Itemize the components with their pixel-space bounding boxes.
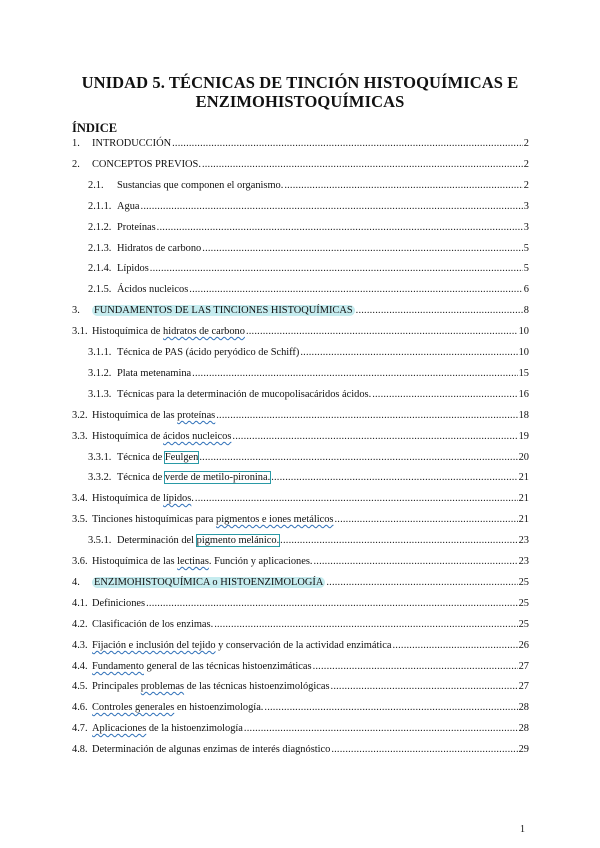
toc-title-wavy-segment: Fundamento <box>92 661 144 672</box>
toc-title-segment: Hidratos de carbono <box>117 243 202 254</box>
toc-entry[interactable] <box>72 136 529 151</box>
toc-entry-title <box>117 282 188 297</box>
toc-entry-page: 27 <box>518 661 529 672</box>
toc-entry-page: 21 <box>518 472 529 483</box>
toc-title-segment: Determinación de algunas enzimas de interés diagnóstico <box>92 744 331 755</box>
toc-title-segment: Plata metenamina <box>117 368 192 379</box>
toc-title-segment: . <box>191 493 194 504</box>
toc-entry-number: 4.4. <box>72 661 88 672</box>
toc-entry-title <box>117 470 270 485</box>
toc-dot-leader <box>244 721 518 736</box>
toc-entry[interactable] <box>72 742 529 757</box>
toc-dot-leader <box>202 157 523 172</box>
toc-title-wavy-segment: pigmentos e iones metálicos <box>216 514 334 525</box>
toc-dot-leader <box>141 199 523 214</box>
toc-entry-number: 4.3. <box>72 640 88 651</box>
toc-entry-title <box>92 303 355 318</box>
toc-entry-page: 10 <box>518 326 529 337</box>
toc-entry-number: 4. <box>72 577 80 588</box>
toc-entry-page: 18 <box>518 410 529 421</box>
toc-entry-number: 3.4. <box>72 493 88 504</box>
toc-title-wavy-segment: problemas <box>140 681 185 692</box>
toc-title-segment: Histoquímica de las <box>92 410 178 421</box>
toc-title-boxed-segment: pigmento melánico. <box>196 535 280 546</box>
title-line-1: UNIDAD 5. TÉCNICAS DE TINCIÓN HISTOQUÍMICAS E <box>81 73 519 92</box>
toc-entry-number: 3.5.1. <box>88 535 112 546</box>
toc-entry-number: 4.7. <box>72 723 88 734</box>
toc-entry[interactable] <box>72 261 529 276</box>
toc-entry-title <box>117 199 140 214</box>
toc-title-segment: Principales <box>92 681 141 692</box>
toc-title-segment: . Función y aplicaciones. <box>208 556 313 567</box>
toc-title-segment: Proteínas <box>117 222 156 233</box>
toc-title-segment: Técnica de <box>117 472 165 483</box>
toc-title-segment: Histoquímica de <box>92 326 163 337</box>
toc-dot-leader <box>189 282 523 297</box>
toc-entry-page: 5 <box>523 263 529 274</box>
toc-entry-page: 2 <box>523 159 529 170</box>
toc-title-wavy-segment: Controles generales <box>92 702 175 713</box>
toc-entry[interactable] <box>72 491 529 506</box>
toc-entry-number: 3.3.2. <box>88 472 112 483</box>
toc-title-boxed-segment: verde de metilo-pironina. <box>164 472 271 483</box>
toc-entry[interactable] <box>72 178 529 193</box>
toc-entry-title <box>92 659 312 674</box>
toc-entry-number: 2.1. <box>88 180 104 191</box>
toc-entry[interactable] <box>72 450 529 465</box>
toc-entry[interactable] <box>72 429 529 444</box>
toc-entry-page: 10 <box>518 347 529 358</box>
toc-entry[interactable] <box>72 157 529 172</box>
toc-entry-page: 6 <box>523 284 529 295</box>
toc-entry-number: 3.1.2. <box>88 368 112 379</box>
toc-entry[interactable] <box>72 512 529 527</box>
toc-dot-leader <box>214 617 517 632</box>
toc-entry-title <box>117 366 191 381</box>
toc-dot-leader <box>246 324 518 339</box>
toc-entry-title <box>92 554 312 569</box>
toc-entry[interactable] <box>72 575 529 590</box>
toc-entry-title <box>92 512 333 527</box>
toc-entry-title <box>92 408 215 423</box>
toc-title-segment: Técnica de PAS (ácido peryódico de Schiff) <box>117 347 300 358</box>
toc-entry-title <box>117 241 201 256</box>
toc-entry[interactable] <box>72 638 529 653</box>
toc-entry-title <box>92 721 243 736</box>
toc-entry-page: 25 <box>518 619 529 630</box>
toc-entry-page: 3 <box>523 201 529 212</box>
toc-entry-page: 26 <box>518 640 529 651</box>
toc-entry-title <box>92 157 201 172</box>
toc-entry-page: 8 <box>523 305 529 316</box>
toc-entry-title <box>92 429 231 444</box>
toc-dot-leader <box>356 303 523 318</box>
toc-title-segment: Histoquímica de las <box>92 556 178 567</box>
toc-title-segment: Agua <box>117 201 140 212</box>
toc-entry[interactable] <box>72 345 529 360</box>
toc-dot-leader <box>232 429 517 444</box>
toc-entry[interactable] <box>72 596 529 611</box>
toc-entry[interactable] <box>72 721 529 736</box>
index-heading: ÍNDICE <box>72 121 118 135</box>
toc-title-segment: Histoquímica de <box>92 493 163 504</box>
toc-entry-number: 2.1.2. <box>88 222 112 233</box>
toc-entry-page: 21 <box>518 493 529 504</box>
toc-dot-leader <box>172 136 523 151</box>
toc-title-wavy-segment: lectinas <box>177 556 209 567</box>
toc-title-segment: Determinación del <box>117 535 197 546</box>
toc-title-segment: de las técnicas histoenzimológicas <box>184 681 330 692</box>
toc-dot-leader <box>372 387 517 402</box>
toc-title-segment: Tinciones histoquímicas para <box>92 514 217 525</box>
toc-dot-leader <box>326 575 517 590</box>
toc-entry[interactable] <box>72 366 529 381</box>
toc-entry-number: 3.1.3. <box>88 389 112 400</box>
toc-entry-number: 4.5. <box>72 681 88 692</box>
toc-entry-page: 2 <box>523 138 529 149</box>
toc-entry-number: 3.6. <box>72 556 88 567</box>
toc-entry-number: 3.1.1. <box>88 347 112 358</box>
toc-dot-leader <box>146 596 518 611</box>
toc-entry-number: 2.1.3. <box>88 243 112 254</box>
toc-entry-title <box>92 136 171 151</box>
toc-entry-number: 3.5. <box>72 514 88 525</box>
toc-entry-number: 2.1.1. <box>88 201 112 212</box>
toc-dot-leader <box>300 345 517 360</box>
toc-entry-number: 2.1.4. <box>88 263 112 274</box>
toc-entry-page: 28 <box>518 702 529 713</box>
toc-dot-leader <box>199 450 517 465</box>
toc-title-wavy-segment: proteínas <box>177 410 216 421</box>
toc-entry[interactable] <box>72 324 529 339</box>
toc-entry-page: 23 <box>518 556 529 567</box>
toc-entry-number: 3.1. <box>72 326 88 337</box>
toc-entry-title <box>117 345 299 360</box>
toc-entry-title <box>92 638 392 653</box>
toc-entry[interactable] <box>72 700 529 715</box>
toc-entry-title <box>92 617 213 632</box>
toc-entry-number: 1. <box>72 138 80 149</box>
toc-title-segment: en histoenzimología. <box>174 702 264 713</box>
toc-entry[interactable] <box>72 387 529 402</box>
toc-dot-leader <box>192 366 517 381</box>
toc-dot-leader <box>216 408 517 423</box>
toc-entry-page: 25 <box>518 577 529 588</box>
toc-entry[interactable] <box>72 241 529 256</box>
toc-entry[interactable] <box>72 470 529 485</box>
toc-dot-leader <box>202 241 523 256</box>
toc-entry[interactable] <box>72 408 529 423</box>
toc-entry-title <box>92 491 194 506</box>
toc-entry-page: 20 <box>518 452 529 463</box>
toc-title-segment: Lípidos <box>117 263 149 274</box>
toc-entry-page: 19 <box>518 431 529 442</box>
toc-title-segment: Técnica de <box>117 452 165 463</box>
toc-entry-title <box>92 700 263 715</box>
toc-title-segment: CONCEPTOS PREVIOS. <box>92 159 201 170</box>
toc-dot-leader <box>195 491 518 506</box>
toc-entry-title <box>117 387 371 402</box>
toc-title-wavy-segment: Fijación e inclusión del tejido <box>92 640 216 651</box>
toc-entry-page: 27 <box>518 681 529 692</box>
toc-entry-title <box>92 575 325 590</box>
toc-title-wavy-segment: Aplicaciones <box>92 723 147 734</box>
toc-dot-leader <box>284 178 522 193</box>
page-number: 1 <box>520 824 525 835</box>
toc-entry[interactable] <box>72 220 529 235</box>
toc-entry-title <box>117 450 198 465</box>
toc-dot-leader <box>271 470 517 485</box>
toc-dot-leader <box>331 679 518 694</box>
toc-entry[interactable] <box>72 617 529 632</box>
toc-entry-page: 3 <box>523 222 529 233</box>
toc-title-segment: Definiciones <box>92 598 146 609</box>
toc-title-wavy-segment: hidratos de carbono <box>163 326 245 337</box>
toc-entry[interactable] <box>72 303 529 318</box>
toc-dot-leader <box>150 261 523 276</box>
toc-title-segment: y conservación de la actividad enzimática <box>215 640 392 651</box>
toc-entry-title <box>92 679 330 694</box>
toc-entry-page: 23 <box>518 535 529 546</box>
toc-entry[interactable] <box>72 199 529 214</box>
toc-entry-number: 4.1. <box>72 598 88 609</box>
toc-title-segment: de la histoenzimología <box>146 723 243 734</box>
toc-entry-page: 15 <box>518 368 529 379</box>
toc-title-wavy-segment: lípidos <box>163 493 192 504</box>
toc-title-segment: Sustancias que componen el organismo. <box>117 180 284 191</box>
toc-entry-title <box>117 220 156 235</box>
toc-entry-number: 3.3. <box>72 431 88 442</box>
toc-entry-page: 21 <box>518 514 529 525</box>
toc-entry-number: 3.3.1. <box>88 452 112 463</box>
toc-title-segment: Técnicas para la determinación de mucopolisacáridos ácidos. <box>117 389 372 400</box>
toc-entry-page: 16 <box>518 389 529 400</box>
toc-entry-number: 2. <box>72 159 80 170</box>
toc-dot-leader <box>264 700 517 715</box>
document-title <box>60 73 540 111</box>
toc-title-segment: Clasificación de los enzimas. <box>92 619 214 630</box>
toc-entry-title <box>117 533 279 548</box>
toc-title-segment: Ácidos nucleicos <box>117 284 189 295</box>
toc-entry[interactable] <box>72 282 529 297</box>
toc-entry-number: 4.6. <box>72 702 88 713</box>
toc-entry[interactable] <box>72 554 529 569</box>
toc-title-segment: Histoquímica de <box>92 431 163 442</box>
toc-entry-page: 28 <box>518 723 529 734</box>
toc-entry-page: 29 <box>518 744 529 755</box>
toc-title-segment: general de las técnicas histoenzimáticas <box>143 661 312 672</box>
toc-dot-leader <box>331 742 517 757</box>
toc-title-segment: INTRODUCCIÓN <box>92 138 172 149</box>
toc-title-boxed-segment: Feulgen <box>164 452 199 463</box>
toc-entry-title <box>92 742 330 757</box>
toc-entry-title <box>92 324 245 339</box>
toc-entry-number: 4.8. <box>72 744 88 755</box>
toc-entry[interactable] <box>72 659 529 674</box>
title-line-2: ENZIMOHISTOQUÍMICAS <box>195 92 405 111</box>
toc-title-wavy-segment: ácidos nucleicos <box>163 431 232 442</box>
toc-entry-title <box>117 261 149 276</box>
toc-entry-number: 3.2. <box>72 410 88 421</box>
toc-dot-leader <box>313 659 518 674</box>
toc-dot-leader <box>157 220 523 235</box>
toc-entry-number: 4.2. <box>72 619 88 630</box>
toc-entry[interactable] <box>72 679 529 694</box>
toc-dot-leader <box>280 533 517 548</box>
toc-entry-number: 3. <box>72 305 80 316</box>
toc-entry-number: 2.1.5. <box>88 284 112 295</box>
toc-dot-leader <box>393 638 518 653</box>
toc-dot-leader <box>313 554 517 569</box>
toc-entry[interactable] <box>72 533 529 548</box>
toc-entry-page: 25 <box>518 598 529 609</box>
toc-title-hl-segment: ENZIMOHISTOQUÍMICA o HISTOENZIMOLOGÍA <box>94 577 324 588</box>
toc-title-hl-segment: FUNDAMENTOS DE LAS TINCIONES HISTOQUÍMICAS <box>94 305 353 316</box>
toc-entry-title <box>117 178 283 193</box>
toc-dot-leader <box>334 512 517 527</box>
toc-entry-page: 2 <box>523 180 529 191</box>
toc-entry-title <box>92 596 145 611</box>
toc-entry-page: 5 <box>523 243 529 254</box>
